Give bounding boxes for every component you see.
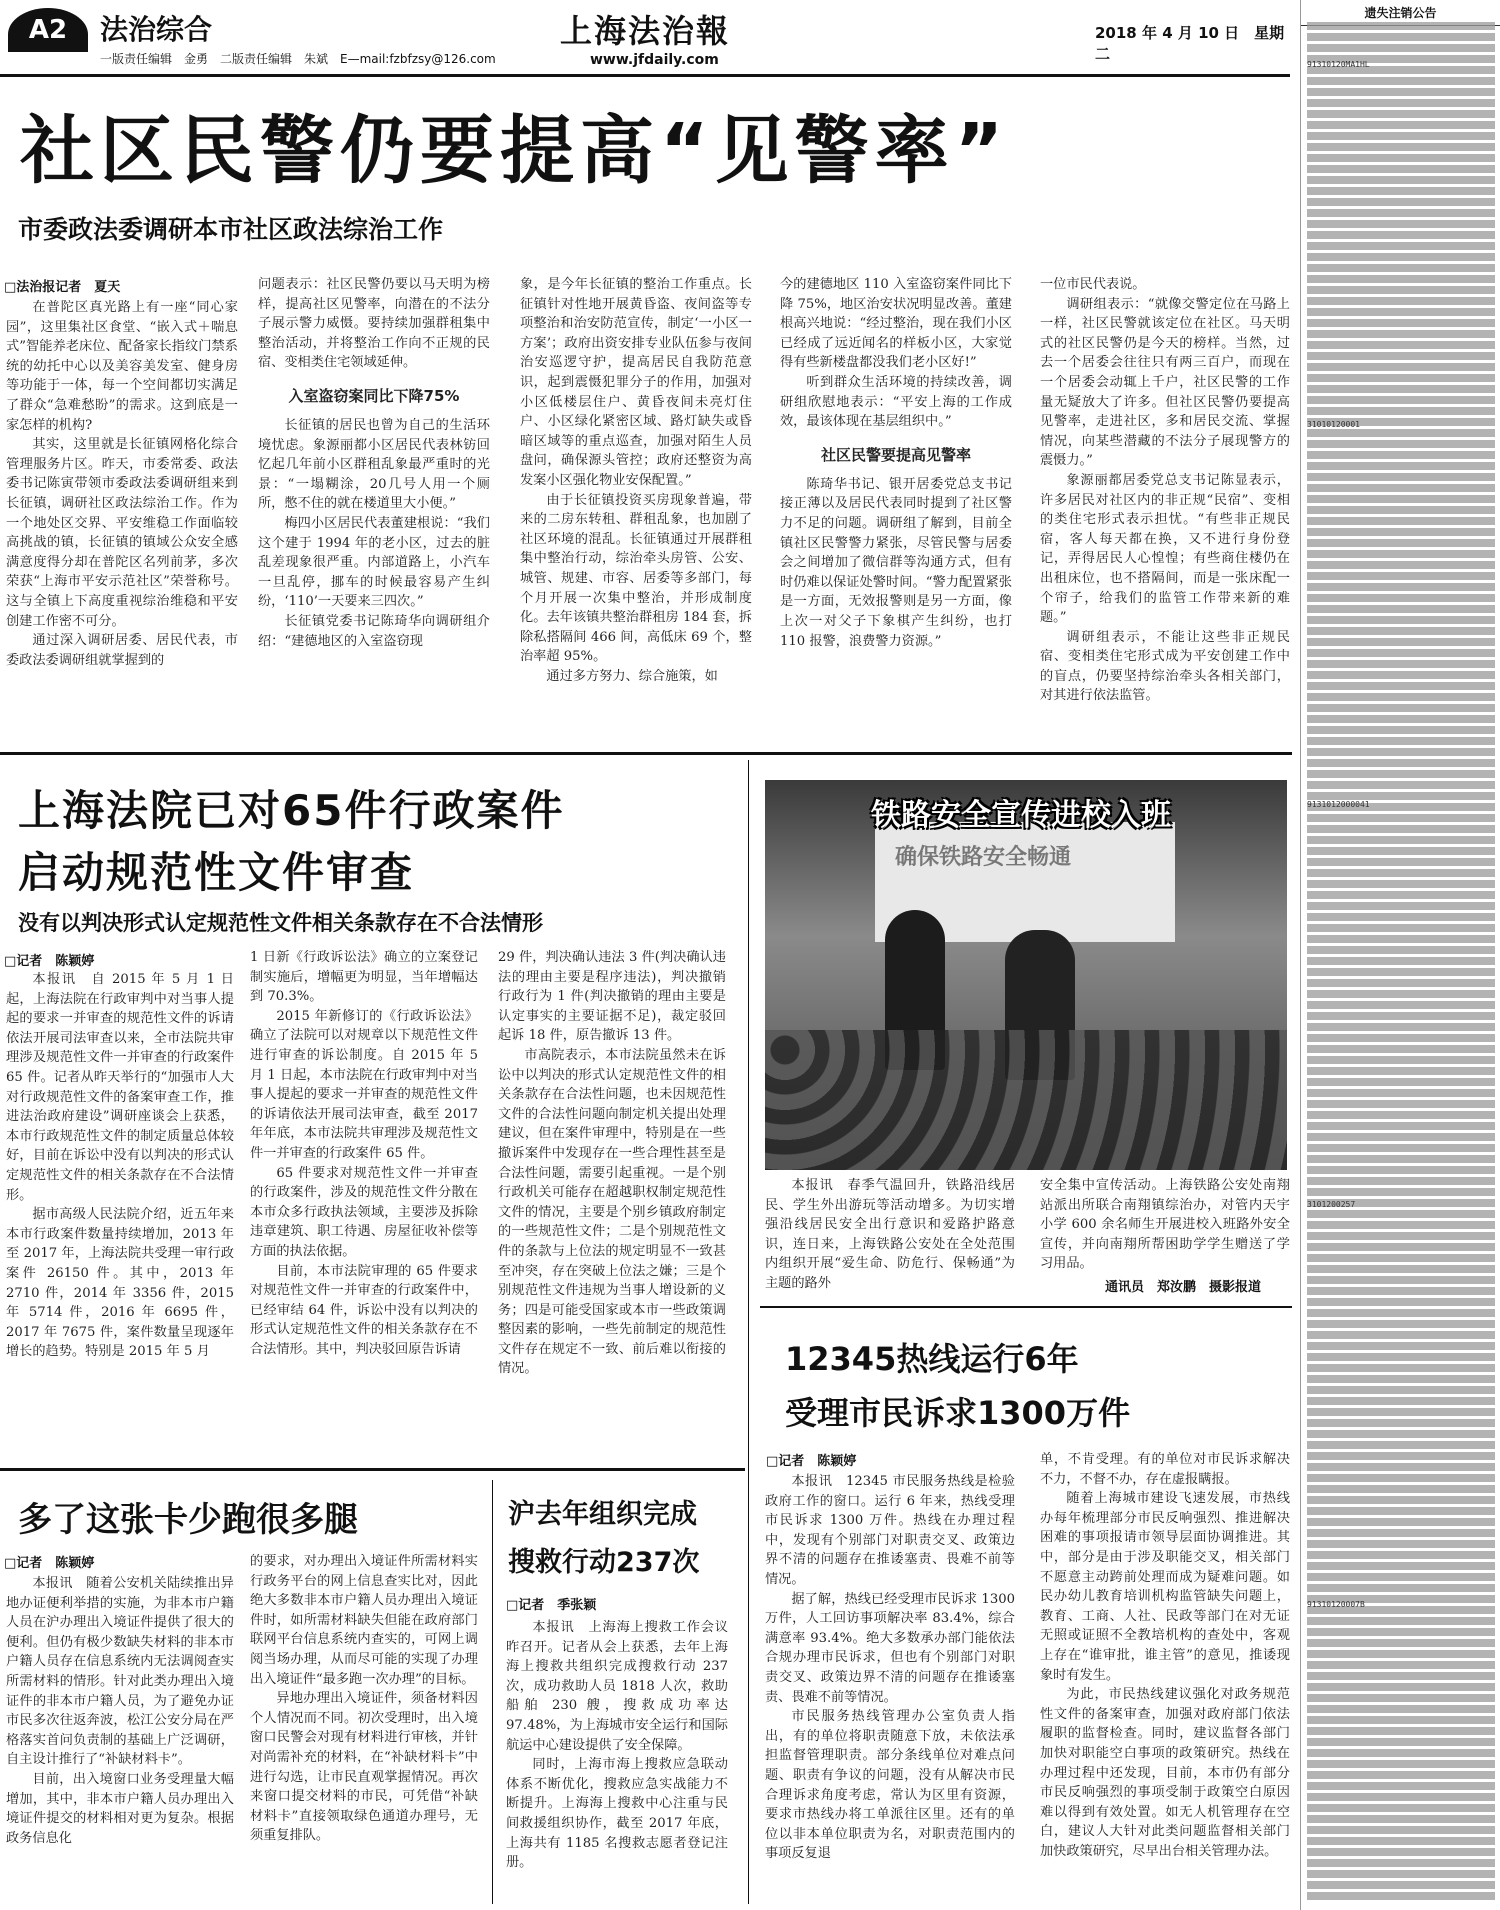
article2-column-3 [498, 948, 726, 1460]
section-heading: 社区民警要提高见警率 [820, 445, 971, 464]
paragraph: 目前，出入境窗口业务受理量大幅增加，其中，非本市户籍人员办理出入境证件提交的材料相对更为复杂。根据政务信息化 [6, 1771, 234, 1846]
notice-number: 31010120001 [1307, 420, 1360, 429]
paragraph: 本报讯 随着公安机关陆续推出异地办证便利举措的实施，为非本市户籍人员在沪办理出入境证件提供了很大的便利。但仍有极少数缺失材料的非本市户籍人员存在信息系统内无法调阅查实所需材料的情形。针对此类办理出入境证件的非本市户籍人员，为了避免办证市民多次往返奔波，松江公安分局在严格落实首问负责制的基础上广泛调研，自主设计推行了“补缺材料卡”。 [6, 1576, 234, 1768]
paragraph: 一位市民代表说。 [1040, 277, 1146, 292]
article2-headline-line1: 上海法院已对65件行政案件 [18, 786, 565, 835]
article1-subhead: 市委政法委调研本市社区政法综治工作 [18, 215, 444, 244]
article1-byline: □法治报记者 夏天 [4, 280, 121, 295]
article1-column-2 [258, 275, 490, 737]
newspaper-logo: 上海法治報 [560, 12, 731, 50]
paragraph: 长征镇的居民也曾为自己的生活环境忧虑。象源丽都小区居民代表林钫回忆起几年前小区群租乱象最严重时的光景：“一塌糊涂，20几号人用一个厕所，憋不住的就在楼道里大小便。” [258, 417, 490, 512]
paragraph: 目前，本市法院审理的 65 件要求对规范性文件一并审查的行政案件中，已经审结 64 件，诉讼中没有以判决的形式认定规范性文件的相关条款存在不合法情形。其中，判决驳回原告诉请 [250, 1263, 478, 1357]
paragraph: 本报讯 春季气温回升，铁路沿线居民、学生外出游玩等活动增多。为切实增强沿线居民安全出行意识和爱路护路意识，连日来，上海铁路公安处在全处范围内组织开展“爱生命、防危行、保畅通”为主题的路外 [765, 1178, 1015, 1291]
article1-column-5 [1040, 275, 1290, 737]
paragraph: 随着上海城市建设飞速发展，市热线办每年梳理部分市民反响强烈、推进解决困难的事项报请市领导层面协调推进。其中，部分是由于涉及职能交叉，相关部门不愿意主动跨前处理而成为疑难问题。如民办幼儿教育培训机构监管缺失问题上，教育、工商、人社、民政等部门在对无证无照或证照不全教培机构的查处中，客观上存在“谁审批，谁主管”的意见，推诿现象时有发生。 [1040, 1491, 1290, 1683]
article1-headline: 社区民警仍要提高“见警率” [20, 108, 1010, 194]
divider [0, 1468, 745, 1471]
photo-caption-col1 [765, 1176, 1015, 1296]
article5-byline: □记者 陈颖婷 [766, 1454, 857, 1469]
editors-line: 一版责任编辑 金勇 二版责任编辑 朱斌 E—mail:fzbfzsy@126.com [100, 52, 496, 66]
paragraph: 长征镇党委书记陈琦华向调研组介绍：“建德地区的入室盗窃现 [258, 613, 490, 649]
notice-number: 91310120007B [1307, 1600, 1365, 1609]
paragraph: 陈琦华书记、银开居委党总支书记接正薄以及居民代表同时提到了社区警力不足的问题。调研组了解到，目前全镇社区民警警力紧张，尽管民警与居委会之间增加了微信群等沟通方式，但有时仍难以保证处警时间。“警力配置紧张是一方面，无效报警则是另一方面，像上次一对父子下象棋产生纠纷，也打 110 报警，浪费警力资源。” [780, 476, 1012, 649]
website-link[interactable]: www.jfdaily.com [590, 52, 719, 68]
issue-date: 2018 年 4 月 10 日 星期二 [1095, 24, 1285, 63]
paragraph: 象源丽都居委党总支书记陈显表示，许多居民对社区内的非正规“民宿”、变相的类住宅形式表示担忧。“有些非正规民宿，客人每天都在换，又不进行身份登记，弄得居民人心惶惶；有些商住楼仍在出租床位，也不搭隔间，而是一张床配一个帘子，给我们的监管工作带来新的难题。” [1040, 472, 1290, 626]
paragraph: 今的建德地区 110 入室盗窃案件同比下降 75%，地区治安状况明显改善。董建根高兴地说：“经过整治，现在我们小区已经成了远近闻名的样板小区，大家觉得有些新楼盘都没我们老小区好!” [780, 277, 1012, 371]
page-number-badge: A2 [8, 8, 88, 52]
news-photo-railway-safety [765, 780, 1287, 1170]
divider [760, 1306, 1292, 1308]
classified-notices-sidebar [1300, 0, 1500, 1910]
divider [748, 760, 749, 1904]
paragraph: 单，不肯受理。有的单位对市民诉求解决不力，不督不办，存在虚报瞒报。 [1040, 1452, 1290, 1487]
article1-column-4 [780, 275, 1012, 737]
paragraph: 据市高级人民法院介绍，近五年来本市行政案件数量持续增加，2013 年至 2017 年，上海法院共受理一审行政案件 26150 件。其中，2013 年 2710 件，2014 年 3356 件，2015 年 5714 件，2016 年 6695 件，2017 年 7675 件，案件数量呈现逐年增长的趋势。特别是 2015 年 5 月 [6, 1207, 234, 1360]
article1-column-1 [6, 298, 238, 738]
photo-credit: 通讯员 郑汝鹏 摄影报道 [1105, 1280, 1262, 1295]
paragraph: 梅四小区居民代表董建根说：“我们这个建于 1994 年的老小区，过去的脏乱差现象很严重。内部道路上，小汽车一旦乱停，挪车的时候最容易产生纠纷，‘110’一天要来三四次。” [258, 515, 490, 610]
article2-column-2 [250, 948, 478, 1460]
paragraph: 65 件要求对规范性文件一并审查的行政案件，涉及的规范性文件分散在本市众多行政执法领域，主要涉及拆除违章建筑、职工待遇、房屋征收补偿等方面的执法依据。 [250, 1165, 478, 1259]
paragraph: 通过深入调研居委、居民代表，市委政法委调研组就掌握到的 [6, 633, 238, 668]
paragraph: 听到群众生活环境的持续改善，调研组欣慰地表示：“平安上海的工作成效，最该体现在基层组织中。” [780, 374, 1012, 430]
photo-headline: 铁路安全宣传进校入班 [871, 798, 1171, 833]
banner-text: 确保铁路安全畅通 [895, 845, 1072, 870]
article4-headline-line2: 搜救行动237次 [508, 1547, 700, 1578]
photo-caption-col2 [1040, 1176, 1290, 1276]
article5-column-1 [765, 1472, 1015, 1904]
paragraph: 29 件，判决确认违法 3 件(判决确认违法的理由主要是程序违法)，判决撤销行政行为 1 件(判决撤销的理由主要是认定事实的主要证据不足)，裁定驳回起诉 18 件，原告撤诉 13 件。 [498, 950, 726, 1044]
paragraph: 由于长征镇投资买房现象普遍，带来的二房东转租、群租乱象，也加剧了社区环境的混乱。长征镇通过开展群租集中整治行动，综治牵头房管、公安、城管、规建、市容、居委等多部门，每个月开展一次集中整治，并形成制度化。去年该镇共整治群租房 184 套，拆除私搭隔间 466 间，高低床 69 个，整治率超 95%。 [520, 492, 752, 665]
article2-headline-line2: 启动规范性文件审查 [18, 848, 415, 897]
article3-headline: 多了这张卡少跑很多腿 [18, 1500, 358, 1540]
paragraph: 为此，市民热线建议强化对政务规范性文件的备案审查，加强对政府部门依法履职的监督检查。同时，建议监督各部门加快对职能空白事项的政策研究。热线在办理过程中还发现，目前，本市仍有部分市民反响强烈的事项受制于政策空白原因难以得到有效处置。如无人机管理存在空白，建议人大针对此类问题监督相关部门加快政策研究，尽早出台相关管理办法。 [1040, 1687, 1290, 1859]
paragraph: 其实，这里就是长征镇网格化综合管理服务片区。昨天，市委常委、政法委书记陈寅带领市委政法委调研组来到长征镇，调研社区政法综治工作。作为一个地处区交界、平安维稳工作面临较高挑战的镇，长征镇的镇域公众安全感满意度得分却在普陀区名列前茅，多次荣获“上海市平安示范社区”荣誉称号。这与全镇上下高度重视综治维稳和平安创建工作密不可分。 [6, 437, 238, 629]
notice-number: 9131012000041 [1307, 800, 1370, 809]
sidebar-title: 遗失注销公告 [1301, 0, 1500, 26]
article3-column-1 [6, 1574, 234, 1904]
paragraph: 异地办理出入境证件，须备材料因个人情况而不同。初次受理时，出入境窗口民警会对现有材料进行审核，并针对尚需补充的材料，在“补缺材料卡”中进行勾选，让市民直观掌握情况。再次来窗口提交材料的市民，可凭借“补缺材料卡”直接领取绿色通道办理号，无须重复排队。 [250, 1691, 478, 1844]
article4-body [506, 1618, 728, 1904]
paragraph: 的要求，对办理出入境证件所需材料实行政务平台的网上信息查实比对，因此绝大多数非本市户籍人员办理出入境证件时，如所需材料缺失但能在政府部门联网平台信息系统内查实的，可网上调阅当场办理，从而尽可能的实现了办理出入境证件“最多跑一次办理”的目标。 [250, 1554, 478, 1687]
article4-byline: □记者 季张颖 [506, 1598, 597, 1613]
paragraph: 市高院表示，本市法院虽然未在诉讼中以判决的形式认定规范性文件的相关条款存在合法性问题，也未因规范性文件的合法性问题向制定机关提出处理建议，但在案件审理中，特别是在一些撤诉案件中发现存在一些合理性甚至是合法性问题，需要引起重视。一是个别行政机关可能存在超越职权制定规范性文件的情况，主要是个别乡镇政府制定的一些规范性文件；二是个别规范性文件的条款与上位法的规定明显不一致甚至冲突，存在突破上位法之嫌；三是个别规范性文件违规为当事人增设新的义务；四是可能受国家或本市一些政策调整因素的影响，一些先前制定的规范性文件存在规定不一致、前后难以衔接的情况。 [498, 1047, 726, 1377]
paragraph: 市民服务热线管理办公室负责人指出，有的单位将职责随意下放，未依法承担监督管理职责。部分条线单位对难点问题、职责有争议的问题，没有从解决市民合理诉求角度考虑，常认为区里有资源，要求市热线办将工单派往区里。还有的单位以非本单位职责为名，对职责范围内的事项反复退 [765, 1709, 1015, 1862]
paragraph: 在普陀区真光路上有一座“同心家园”，这里集社区食堂、“嵌入式＋喘息式”智能养老床位、配备家长指纹门禁系统的幼托中心以及美容美发室、健身房等功能于一体，每一个空间都切实满足了群众“急难愁盼”的需求。这到底是一家怎样的机构? [6, 300, 238, 433]
masthead [0, 0, 1295, 80]
paragraph: 2015 年新修订的《行政诉讼法》确立了法院可以对规章以下规范性文件进行审查的诉讼制度。自 2015 年 5 月 1 日起，本市法院在行政审判中对当事人提起的要求一并审查的规范性文件的诉请依法开展司法审查，截至 2017 年年底，本市法院共审理涉及规范性文件一并审查的行政案件 65 件。 [250, 1008, 478, 1161]
article5-headline-line1: 12345热线运行6年 [785, 1340, 1079, 1378]
masthead-rule [0, 74, 1290, 77]
article5-headline-line2: 受理市民诉求1300万件 [785, 1394, 1131, 1432]
notice-text-block [1307, 22, 1495, 1902]
article5-column-2 [1040, 1450, 1290, 1904]
paragraph: 1 日新《行政诉讼法》确立的立案登记制实施后，增幅更为明显，当年增幅达到 70.3%。 [250, 950, 478, 1005]
paragraph: 问题表示：社区民警仍要以马天明为榜样，提高社区见警率，向潜在的不法分子展示警力威慑。要持续加强群租集中整治活动，并将整治工作向不正规的民宿、变相类住宅领域延伸。 [258, 277, 490, 371]
article3-byline: □记者 陈颖婷 [4, 1556, 95, 1571]
article2-subhead: 没有以判决形式认定规范性文件相关条款存在不合法情形 [18, 911, 543, 935]
article2-byline: □记者 陈颖婷 [4, 954, 95, 969]
paragraph: 同时，上海市海上搜救应急联动体系不断优化，搜救应急实战能力不断提升。上海海上搜救中心注重与民间救援组织协作，截至 2017 年底，上海共有 1185 名搜救志愿者登记注册。 [506, 1757, 728, 1871]
section-heading: 入室盗窃案同比下降75% [288, 386, 460, 405]
paragraph: 安全集中宣传活动。上海铁路公安处南翔站派出所联合南翔镇综治办，对管内天宇小学 600 余名师生开展进校入班路外安全宣传，并向南翔所帮困助学学生赠送了学习用品。 [1040, 1178, 1290, 1272]
article4-headline-line1: 沪去年组织完成 [508, 1499, 697, 1530]
paragraph: 调研组表示：“就像交警定位在马路上一样，社区民警就该定位在社区。马天明式的社区民警仍是今天的榜样。当然，过去一个居委会往往只有两三百户，而现在一个居委会动辄上千户，社区民警的工作量无疑放大了许多。但社区民警仍要提高见警率，走进社区，多和居民交流、掌握情况，向某些潜藏的不法分子展现警方的震慑力。” [1040, 296, 1290, 469]
divider [492, 1480, 493, 1904]
students-crowd [765, 1030, 1287, 1170]
paragraph: 调研组表示，不能让这些非正规民宿、变相类住宅形式成为平安创建工作中的盲点，仍要坚持综治牵头各相关部门，对其进行依法监管。 [1040, 629, 1290, 704]
article3-column-2 [250, 1552, 478, 1904]
paragraph: 通过多方努力、综合施策，如 [546, 668, 718, 684]
paragraph: 本报讯 自 2015 年 5 月 1 日起，上海法院在行政审判中对当事人提起的要求一并审查的规范性文件的诉请依法开展司法审查以来，全市法院共审理涉及规范性文件一并审查的行政案件 65 件。记者从昨天举行的“加强市人大对行政规范性文件的备案审查工作，推进法治政府建设”调研座谈会上获悉，本市行政规范性文件的制定质量总体较好，目前在诉讼中没有以判决的形式认定规范性文件的相关条款存在不合法情形。 [6, 972, 234, 1203]
section-title: 法治综合 [100, 13, 213, 46]
paragraph: 象，是今年长征镇的整治工作重点。长征镇针对性地开展黄昏盗、夜间盗等专项整治和治安防范宣传，制定‘一小区一方案’；政府出资安排专业队伍参与夜间治安巡逻守护，提高居民自我防范意识，起到震慑犯罪分子的作用，加强对小区低楼层住户、黄昏夜间未亮灯住户、小区绿化紧密区域、路灯缺失或昏暗区域等的重点巡查，加强对陌生人员盘问，确保源头管控；政府还整资为高发案小区强化物业安保配置。” [520, 277, 752, 488]
paragraph: 本报讯 12345 市民服务热线是检验政府工作的窗口。运行 6 年来，热线受理市民诉求 1300 万件。热线在办理过程中，发现有个别部门对职责交叉、政策边界不清的问题存在推诿塞责、畏难不前等情况。 [765, 1474, 1015, 1587]
paragraph: 本报讯 上海海上搜救工作会议昨召开。记者从会上获悉，去年上海海上搜救共组织完成搜救行动 237 次，成功救助人员 1818 人次，救助船舶 230 艘，搜救成功率达 97.48%，为上海城市安全运行和国际航运中心建设提供了安全保障。 [506, 1620, 728, 1753]
divider [0, 752, 1292, 755]
notice-number: 91310120MA1HL [1307, 60, 1370, 69]
notice-number: 3101200257 [1307, 1200, 1356, 1209]
article2-column-1 [6, 970, 234, 1460]
article1-column-3 [520, 275, 752, 737]
paragraph: 据了解，热线已经受理市民诉求 1300 万件，人工回访事项解决率 83.4%，综合满意率 93.4%。绝大多数承办部门能依法合规办理市民诉求，但也有个别部门对职责交叉、政策边界不清的问题存在推诿塞责、畏难不前等情况。 [765, 1591, 1015, 1705]
